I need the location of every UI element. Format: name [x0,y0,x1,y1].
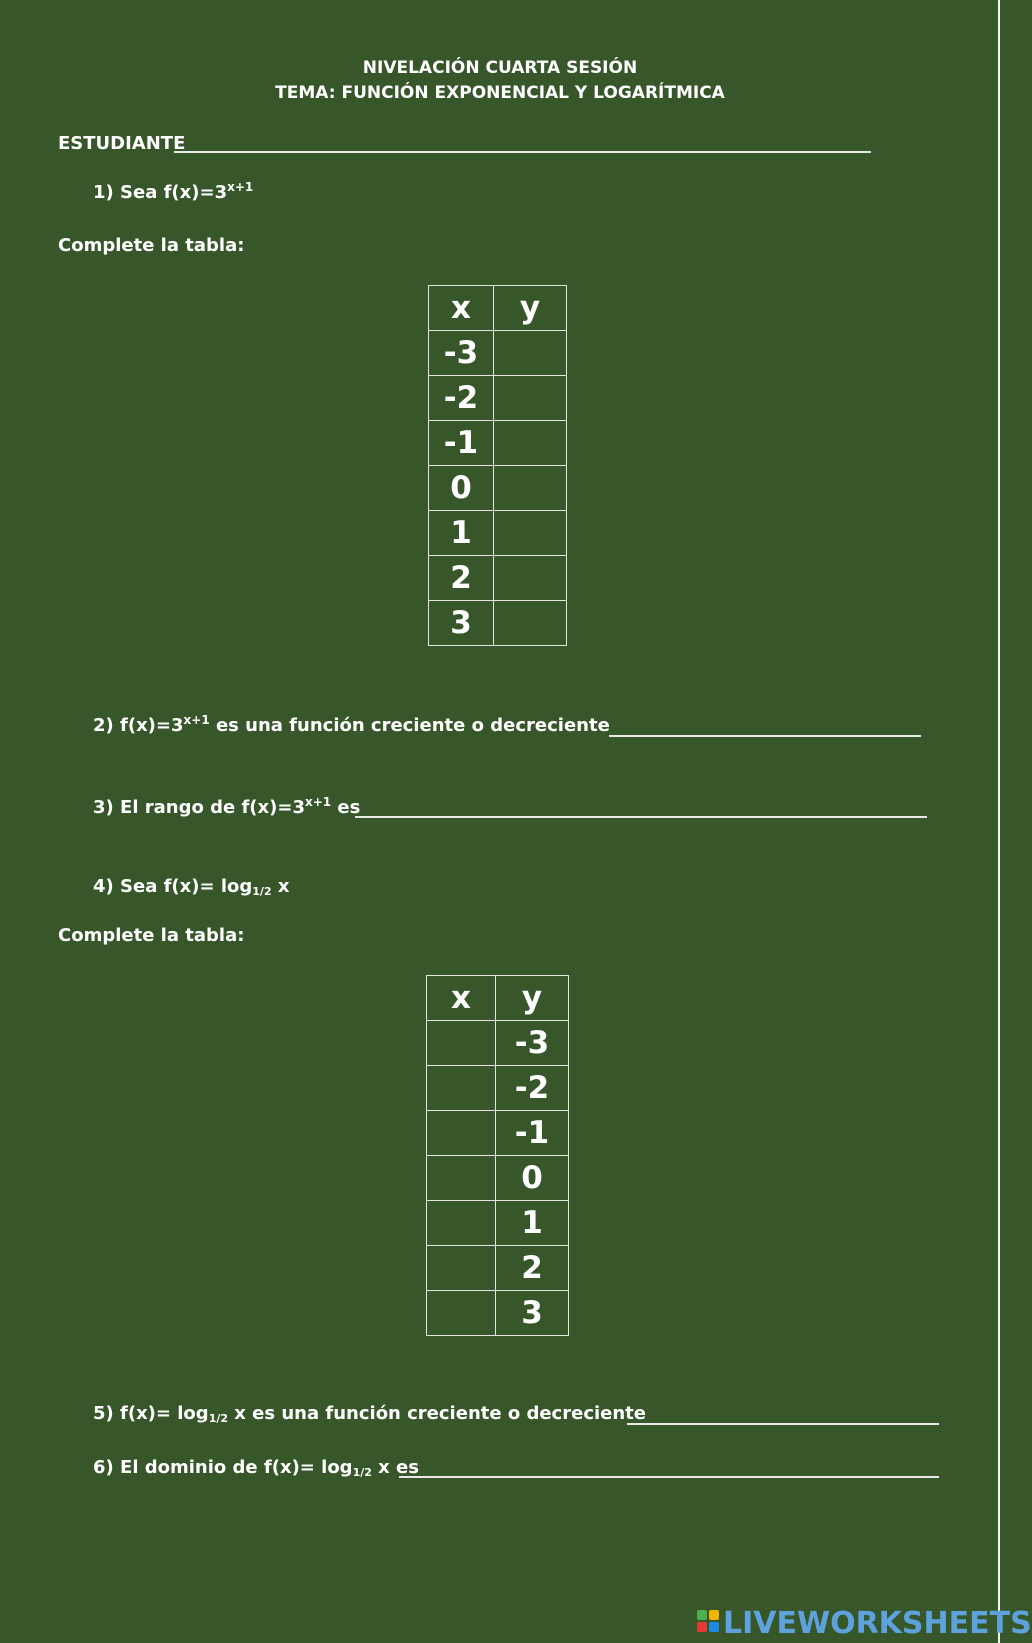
table-2-x-input[interactable] [427,1021,496,1066]
question-3-exponent: x+1 [304,795,332,809]
question-5-base: 1/2 [208,1412,229,1425]
worksheet-title: NIVELACIÓN CUARTA SESIÓN [362,58,638,78]
question-1-text: 1) Sea f(x)=3 [93,182,228,203]
table-2-x-input[interactable] [427,1291,496,1336]
question-2-exponent: x+1 [183,713,210,727]
table-2 [426,975,569,1336]
liveworksheets-icon [697,1610,719,1632]
question-3-suffix: es [331,797,361,818]
instruction-1: Complete la tabla: [58,235,245,256]
question-4-base: 1/2 [252,885,272,898]
table-1-x-cell: -2 [429,376,494,421]
table-1-header-x: x [429,286,494,331]
table-2-y-cell: 1 [496,1201,569,1246]
question-6-suffix: x es [371,1457,419,1478]
table-1-x-cell: 0 [429,466,494,511]
question-1 [93,182,253,203]
table-1-y-input[interactable] [494,466,567,511]
table-2-x-input[interactable] [427,1066,496,1111]
question-4-suffix: x [271,876,290,897]
answer-6-field[interactable] [399,1476,939,1478]
question-1-exponent: x+1 [227,180,254,194]
question-5-text: 5) f(x)= log [93,1403,209,1424]
table-2-x-input[interactable] [427,1246,496,1291]
table-2-y-cell: 2 [496,1246,569,1291]
table-row [429,601,567,646]
table-2-x-input[interactable] [427,1111,496,1156]
table-1-y-input[interactable] [494,511,567,556]
table-2-y-cell: 3 [496,1291,569,1336]
table-2-y-cell: 0 [496,1156,569,1201]
table-1-header-y: y [494,286,567,331]
answer-3-field[interactable] [355,816,927,818]
table-2-header-y: y [496,976,569,1021]
table-2-y-cell: -1 [496,1111,569,1156]
student-name-field[interactable] [174,151,871,153]
table-1-y-input[interactable] [494,331,567,376]
table-2-y-cell: -3 [496,1021,569,1066]
table-2-x-input[interactable] [427,1201,496,1246]
table-2-header-x: x [427,976,496,1021]
liveworksheets-logo [697,1606,1032,1642]
table-row [427,1156,569,1201]
table-row [427,1111,569,1156]
question-6-text: 6) El dominio de f(x)= log [93,1457,353,1478]
table-1-y-input[interactable] [494,376,567,421]
instruction-2: Complete la tabla: [58,925,245,946]
question-4 [93,876,290,897]
page-edge [998,0,1000,1643]
table-row [429,331,567,376]
table-row [429,556,567,601]
answer-5-field[interactable] [627,1423,939,1425]
question-5 [93,1403,646,1424]
worksheet-topic: TEMA: FUNCIÓN EXPONENCIAL Y LOGARÍTMICA [275,83,725,103]
table-row [427,1246,569,1291]
table-1-x-cell: 1 [429,511,494,556]
answer-2-field[interactable] [609,735,921,737]
question-2-text: 2) f(x)=3 [93,715,184,736]
table-row [427,1201,569,1246]
question-2-suffix: es una función creciente o decreciente [209,715,610,736]
table-1-x-cell: -1 [429,421,494,466]
table-1-x-cell: 3 [429,601,494,646]
table-row [427,1021,569,1066]
table-2-x-input[interactable] [427,1156,496,1201]
table-row [429,376,567,421]
table-1-x-cell: -3 [429,331,494,376]
student-label: ESTUDIANTE [58,133,186,154]
table-1 [428,285,567,646]
table-1-x-cell: 2 [429,556,494,601]
table-row [429,421,567,466]
question-4-text: 4) Sea f(x)= log [93,876,253,897]
question-6 [93,1457,419,1478]
table-row [429,466,567,511]
table-row [427,1291,569,1336]
question-3-text: 3) El rango de f(x)=3 [93,797,305,818]
table-2-y-cell: -2 [496,1066,569,1111]
table-row [429,511,567,556]
question-2 [93,715,610,736]
table-1-y-input[interactable] [494,556,567,601]
question-6-base: 1/2 [352,1466,372,1479]
table-1-y-input[interactable] [494,601,567,646]
table-1-y-input[interactable] [494,421,567,466]
question-5-suffix: x es una función creciente o decreciente [228,1403,646,1424]
table-row [427,1066,569,1111]
question-3 [93,797,360,818]
liveworksheets-brand: LIVEWORKSHEETS [723,1606,1032,1641]
